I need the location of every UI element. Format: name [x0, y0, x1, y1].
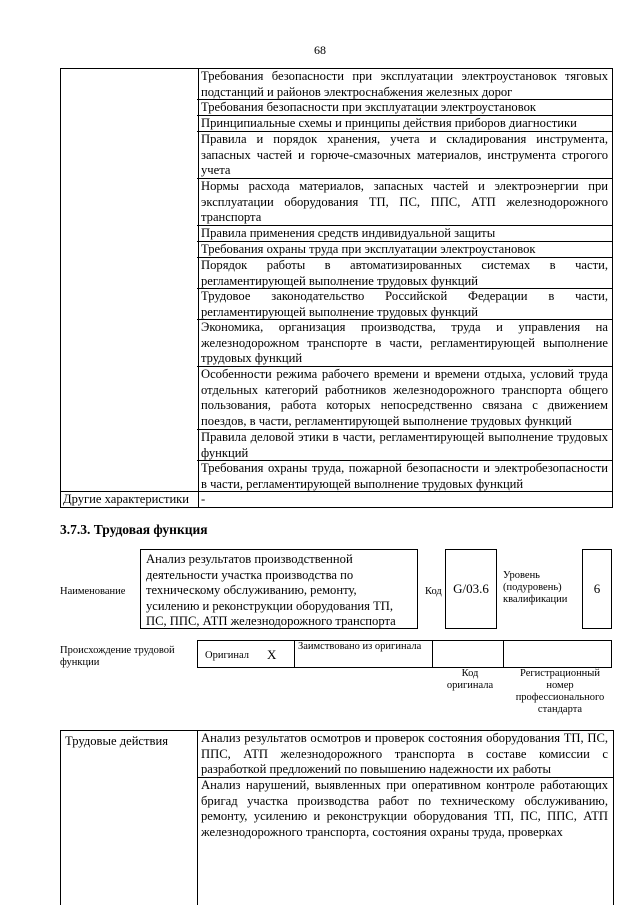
knowledge-row: Требования безопасности при эксплуатации электроустановок — [197, 100, 612, 116]
knowledge-row: Нормы расхода материалов, запасных частей и электроэнергии при эксплуатации оборудования ТП, ПС, ППС, АТП железнодорожного транспорта — [197, 179, 612, 226]
reg-number-caption: Регистрационный номер профессионального стандарта — [515, 668, 605, 715]
knowledge-row: Правила деловой этики в части, регламентирующей выполнение трудовых функций — [197, 430, 612, 461]
knowledge-row: Правила применения средств индивидуальной защиты — [197, 226, 612, 242]
level-label: Уровень (подуровень) квалификации — [503, 570, 568, 605]
labor-actions-table — [60, 730, 614, 905]
other-characteristics-label: Другие характеристики — [63, 492, 190, 506]
section-title: 3.7.3. Трудовая функция — [60, 522, 208, 537]
code-original-caption: Код оригинала — [446, 668, 494, 691]
knowledge-row: Экономика, организация производства, труда и управления на железнодорожном транспорте в части, регламентирующей выполнение трудовых функций — [197, 320, 612, 367]
level-box: 6 — [582, 549, 612, 629]
labor-action-item: Анализ результатов осмотров и проверок состояния оборудования ТП, ПС, ППС, АТП железнодорожного транспорта в составе комиссии с разработкой предложений по повышению надежности их работы — [201, 731, 608, 777]
original-mark: X — [267, 647, 277, 662]
function-name-box: Анализ результатов производственной деятельности участка производства по техническому обслуживанию, ремонту, усилению и реконструкции оборудования ТП, ПС, ППС, АТП железнодорожного транспорта — [140, 549, 418, 629]
knowledge-table — [60, 68, 614, 508]
knowledge-row: Порядок работы в автоматизированных системах в части, регламентирующей выполнение трудовых функций — [197, 258, 612, 289]
code-label: Код — [425, 586, 442, 597]
knowledge-table-left-cell — [60, 68, 199, 492]
knowledge-table-right-column — [197, 68, 613, 508]
knowledge-row: Особенности режима рабочего времени и времени отдыха, условий труда отдельных категорий работников железнодорожного транспорта общего пользования, работа которых непосредственно связана с движением поездов, в части, регламентирующей выполнение трудовых функций — [197, 367, 612, 430]
function-code-box: G/03.6 — [445, 549, 497, 629]
knowledge-row: Требования охраны труда, пожарной безопасности и электробезопасности в части, регламентирующей выполнение трудовых функций — [197, 461, 612, 508]
other-characteristics-value: - — [201, 492, 206, 506]
origin-label: Происхождение трудовой функции — [60, 645, 175, 668]
knowledge-row: Требования безопасности при эксплуатации электроустановок тяговых подстанций и районов электроснабжения железных дорог — [197, 69, 612, 100]
original-label: Оригинал — [205, 650, 249, 661]
labor-actions-label: Трудовые действия — [65, 734, 169, 748]
other-characteristics-row — [60, 491, 613, 508]
origin-row — [197, 640, 612, 668]
page-number: 68 — [314, 43, 326, 57]
knowledge-row: Правила и порядок хранения, учета и складирования инструмента, запасных частей и горюче-смазочных материалов, инструмента строгого учета — [197, 132, 612, 179]
labor-action-item: Анализ нарушений, выявленных при оперативном контроле работающих бригад участка производства работ по техническому обслуживанию, ремонту, усилению и реконструкции оборудования ТП, ПС, ППС, АТП железнодорожного транспорта, состояния охраны труда, проверках — [201, 778, 608, 839]
knowledge-row: Принципиальные схемы и принципы действия приборов диагностики — [197, 116, 612, 132]
name-label: Наименование — [60, 586, 126, 597]
knowledge-row: Трудовое законодательство Российской Федерации в части, регламентирующей выполнение трудовых функций — [197, 289, 612, 320]
knowledge-row: Требования охраны труда при эксплуатации электроустановок — [197, 242, 612, 258]
borrowed-label: Заимствовано из оригинала — [298, 641, 422, 652]
